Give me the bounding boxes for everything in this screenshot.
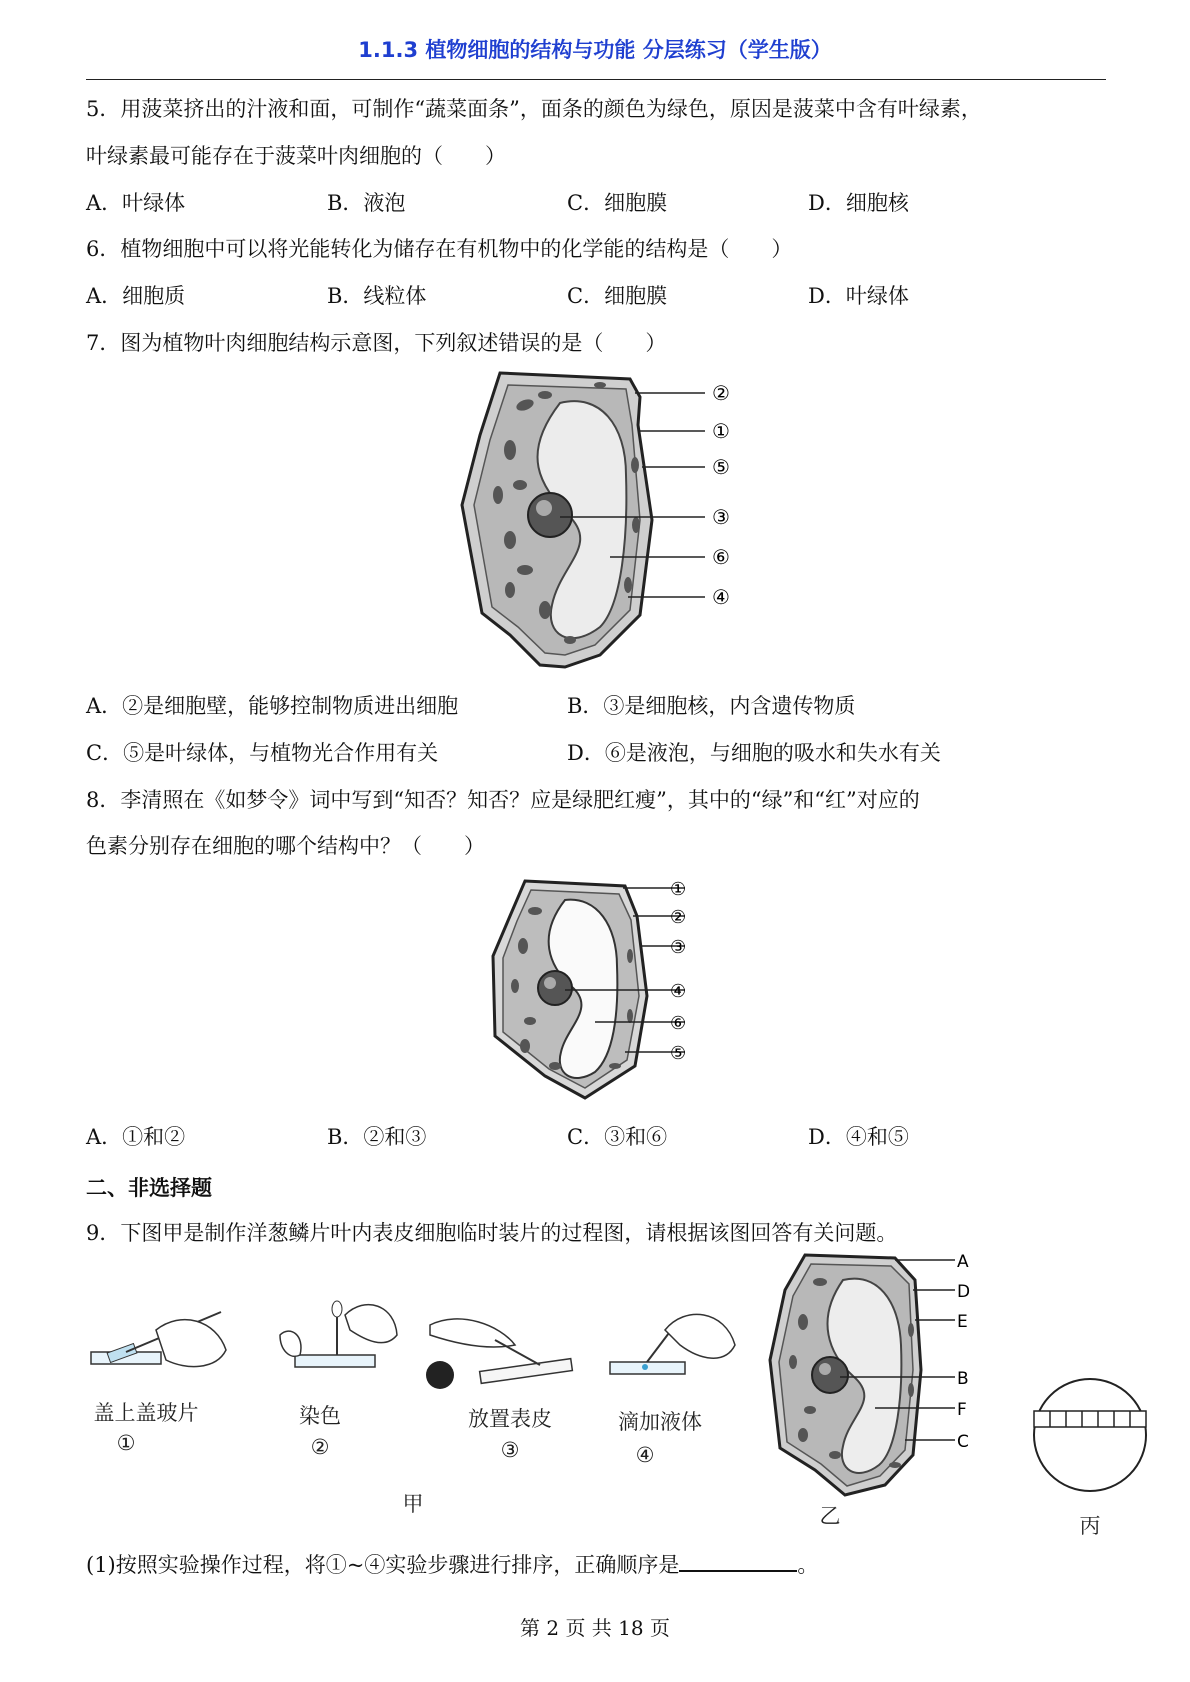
yi-label-c: C <box>957 1432 969 1452</box>
figure-bing-label: 丙 <box>1079 1514 1101 1538</box>
yi-label-d: D <box>957 1282 971 1302</box>
step1-number: ① <box>116 1431 136 1455</box>
q7-label-6: ⑥ <box>712 545 730 569</box>
onion-shape <box>426 1361 454 1389</box>
q7-label-5: ⑤ <box>712 455 730 479</box>
q8-option-a[interactable]: A．①和② <box>86 1125 186 1149</box>
yi-label-e: E <box>957 1312 968 1332</box>
step1-illustration <box>86 1300 236 1380</box>
step4-caption: 滴加液体 <box>618 1410 702 1434</box>
q5-option-b[interactable]: B．液泡 <box>327 191 406 215</box>
q9-sub1-text: (1)按照实验操作过程，将①~④实验步骤进行排序，正确顺序是 <box>86 1553 680 1577</box>
q8-label-5: ⑤ <box>670 1043 687 1064</box>
yi-label-a: A <box>957 1252 969 1272</box>
q7-label-1: ① <box>712 419 730 443</box>
q8-label-3: ③ <box>670 937 687 958</box>
nucleolus-highlight <box>536 500 552 516</box>
q5-stem-line2: 叶绿素最可能存在于菠菜叶肉细胞的（ ） <box>86 144 506 168</box>
q9-sub1 <box>86 1548 818 1580</box>
q8-label-1: ① <box>670 879 687 900</box>
q5-option-d[interactable]: D．细胞核 <box>808 191 909 215</box>
q7-cell-diagram <box>450 365 750 675</box>
figure-bing-microscope-view <box>1030 1375 1150 1495</box>
yi-label-b: B <box>957 1369 969 1389</box>
section-title: 二、非选择题 <box>86 1175 212 1200</box>
q7-option-a[interactable]: A．②是细胞壁，能够控制物质进出细胞 <box>86 694 459 718</box>
q8-option-b[interactable]: B．②和③ <box>327 1125 427 1149</box>
q6-option-a[interactable]: A．细胞质 <box>86 284 186 308</box>
figure-yi-cell-diagram <box>765 1250 985 1500</box>
step3-illustration <box>420 1305 580 1395</box>
q7-label-3: ③ <box>712 505 730 529</box>
page-footer: 第 2 页 共 18 页 <box>520 1616 670 1640</box>
q8-stem-line1: 8．李清照在《如梦令》词中写到“知否？知否？应是绿肥红瘦”，其中的“绿”和“红”对应的 <box>86 788 920 812</box>
step1-caption: 盖上盖玻片 <box>93 1401 199 1425</box>
q9-stem: 9．下图甲是制作洋葱鳞片叶内表皮细胞临时装片的过程图，请根据该图回答有关问题。 <box>86 1221 898 1245</box>
step4-number: ④ <box>635 1443 655 1467</box>
figure-yi-label: 乙 <box>819 1504 841 1528</box>
q7-label-2: ② <box>712 381 730 405</box>
q9-sub1-suffix: 。 <box>797 1553 819 1577</box>
step4-illustration <box>605 1300 745 1385</box>
q8-option-d[interactable]: D．④和⑤ <box>808 1125 909 1149</box>
figure-jia-label: 甲 <box>402 1492 424 1516</box>
nucleus-shape <box>528 493 572 537</box>
q5-option-c[interactable]: C．细胞膜 <box>567 191 668 215</box>
q8-label-6: ⑥ <box>670 1013 687 1034</box>
q6-stem: 6．植物细胞中可以将光能转化为储存在有机物中的化学能的结构是（ ） <box>86 237 793 261</box>
step2-caption: 染色 <box>299 1404 341 1428</box>
q5-option-a[interactable]: A．叶绿体 <box>86 191 186 215</box>
q8-label-4: ④ <box>670 981 687 1002</box>
step3-caption: 放置表皮 <box>468 1407 552 1431</box>
q8-stem-line2: 色素分别存在细胞的哪个结构中？（ ） <box>86 834 485 858</box>
q8-cell-diagram <box>485 876 705 1106</box>
page-header-title: 1.1.3 植物细胞的结构与功能 分层练习（学生版） <box>358 38 832 62</box>
q7-label-4: ④ <box>712 585 730 609</box>
q7-option-c[interactable]: C．⑤是叶绿体，与植物光合作用有关 <box>86 741 439 765</box>
q6-option-b[interactable]: B．线粒体 <box>327 284 427 308</box>
answer-blank[interactable] <box>679 1548 797 1572</box>
q8-option-c[interactable]: C．③和⑥ <box>567 1125 668 1149</box>
q7-option-d[interactable]: D．⑥是液泡，与细胞的吸水和失水有关 <box>567 741 941 765</box>
header-divider <box>86 79 1106 80</box>
q7-option-b[interactable]: B．③是细胞核，内含遗传物质 <box>567 694 856 718</box>
step3-number: ③ <box>500 1438 520 1462</box>
q7-stem: 7．图为植物叶肉细胞结构示意图，下列叙述错误的是（ ） <box>86 331 667 355</box>
step2-illustration <box>275 1295 405 1380</box>
yi-label-f: F <box>957 1400 967 1420</box>
q5-stem-line1: 5．用菠菜挤出的汁液和面，可制作“蔬菜面条”，面条的颜色为绿色，原因是菠菜中含有叶绿素， <box>86 97 982 121</box>
q6-option-c[interactable]: C．细胞膜 <box>567 284 668 308</box>
q8-label-2: ② <box>670 907 687 928</box>
q6-option-d[interactable]: D．叶绿体 <box>808 284 909 308</box>
step2-number: ② <box>310 1435 330 1459</box>
